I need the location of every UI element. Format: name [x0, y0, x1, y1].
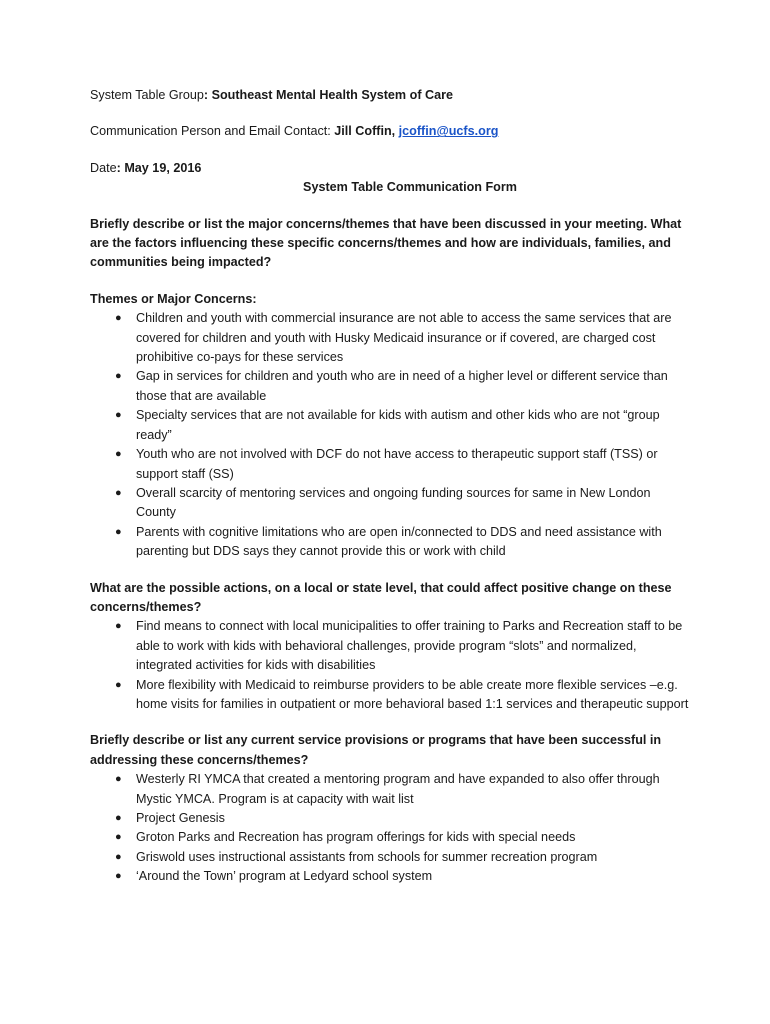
list-item: ● Find means to connect with local municipalities to offer training to Parks and Recreation staff to be able to work with kids with behavioral challenges, provide program “slots” and normalized, integrated activities for kids with disabilities [115, 619, 683, 673]
bullet-icon: ● [115, 448, 122, 461]
date-line: Date: May 19, 2016 [90, 160, 202, 175]
list-item: ● Griswold uses instructional assistants from schools for summer recreation program [90, 848, 690, 867]
date-value: May 19, 2016 [124, 160, 202, 175]
section3-list [90, 770, 690, 886]
list-item: ● Project Genesis [90, 809, 690, 828]
list-item: ● Youth who are not involved with DCF do not have access to therapeutic support staff (TSS) or support staff (SS) [115, 447, 658, 481]
list-item: ● Parents with cognitive limitations who are open in/connected to DDS and need assistance with parenting but DDS says they cannot provide this or work with child [115, 524, 662, 559]
list-item: ● Groton Parks and Recreation has program offerings for kids with special needs [90, 828, 690, 847]
list-item: ● Children and youth with commercial insurance are not able to access the same services that are covered for children and youth with Husky Medicaid insurance or if covered, are charged cost prohibitive co-pays for these services [115, 311, 672, 365]
group-label: System Table Group [90, 88, 204, 102]
document-page [90, 86, 690, 887]
list-item: ● Westerly RI YMCA that created a mentoring program and have expanded to also offer through Mystic YMCA. Program is at capacity with wait list [115, 772, 660, 806]
list-item: ● Overall scarcity of mentoring services and ongoing funding sources for same in New London County [115, 485, 651, 520]
bullet-icon: ● [115, 525, 122, 538]
section1-list [90, 309, 690, 561]
bullet-icon: ● [115, 812, 122, 824]
contact-label: Communication Person and Email Contact: [90, 124, 335, 139]
list-item: ● Specialty services that are not available for kids with autism and other kids who are not “group ready” [115, 408, 660, 442]
bullet-icon: ● [115, 620, 122, 633]
section3-question: Briefly describe or list any current service provisions or programs that have been successful in addressing these concerns/themes? [90, 733, 662, 767]
list-item: ● More flexibility with Medicaid to reimburse providers to be able create more flexible services –e.g. home visits for families in outpatient or more behavioral based 1:1 services and therapeutic support [115, 677, 689, 711]
section2-question: What are the possible actions, on a local or state level, that could affect positive change on these concerns/themes? [90, 580, 672, 614]
section2-list [90, 617, 690, 714]
list-item: ● Gap in services for children and youth who are in need of a higher level or different service than those that are available [115, 369, 668, 403]
group-value: Southeast Mental Health System of Care [211, 88, 454, 102]
bullet-icon: ● [115, 773, 122, 786]
date-label: Date [90, 160, 117, 175]
group-line: System Table Group: Southeast Mental Health System of Care [90, 88, 454, 102]
bullet-icon: ● [115, 678, 122, 691]
section1-question: Briefly describe or list the major concerns/themes that have been discussed in your meeting. What are the factors influencing these specific concerns/themes and how are individuals, families, and communities being impacted? [90, 216, 682, 270]
bullet-icon: ● [115, 409, 122, 422]
list-item: ● ‘Around the Town’ program at Ledyard school system [90, 867, 690, 886]
bullet-icon: ● [115, 312, 122, 325]
section1-subheading: Themes or Major Concerns: [90, 291, 257, 306]
bullet-icon: ● [115, 831, 122, 844]
contact-line [90, 122, 690, 141]
contact-email-link[interactable]: jcoffin@ucfs.org [398, 124, 499, 139]
bullet-icon: ● [115, 486, 122, 499]
bullet-icon: ● [115, 870, 122, 883]
form-title: System Table Communication Form [303, 180, 517, 195]
bullet-icon: ● [115, 370, 122, 383]
bullet-icon: ● [115, 850, 122, 863]
contact-name: Jill Coffin, [334, 124, 399, 139]
